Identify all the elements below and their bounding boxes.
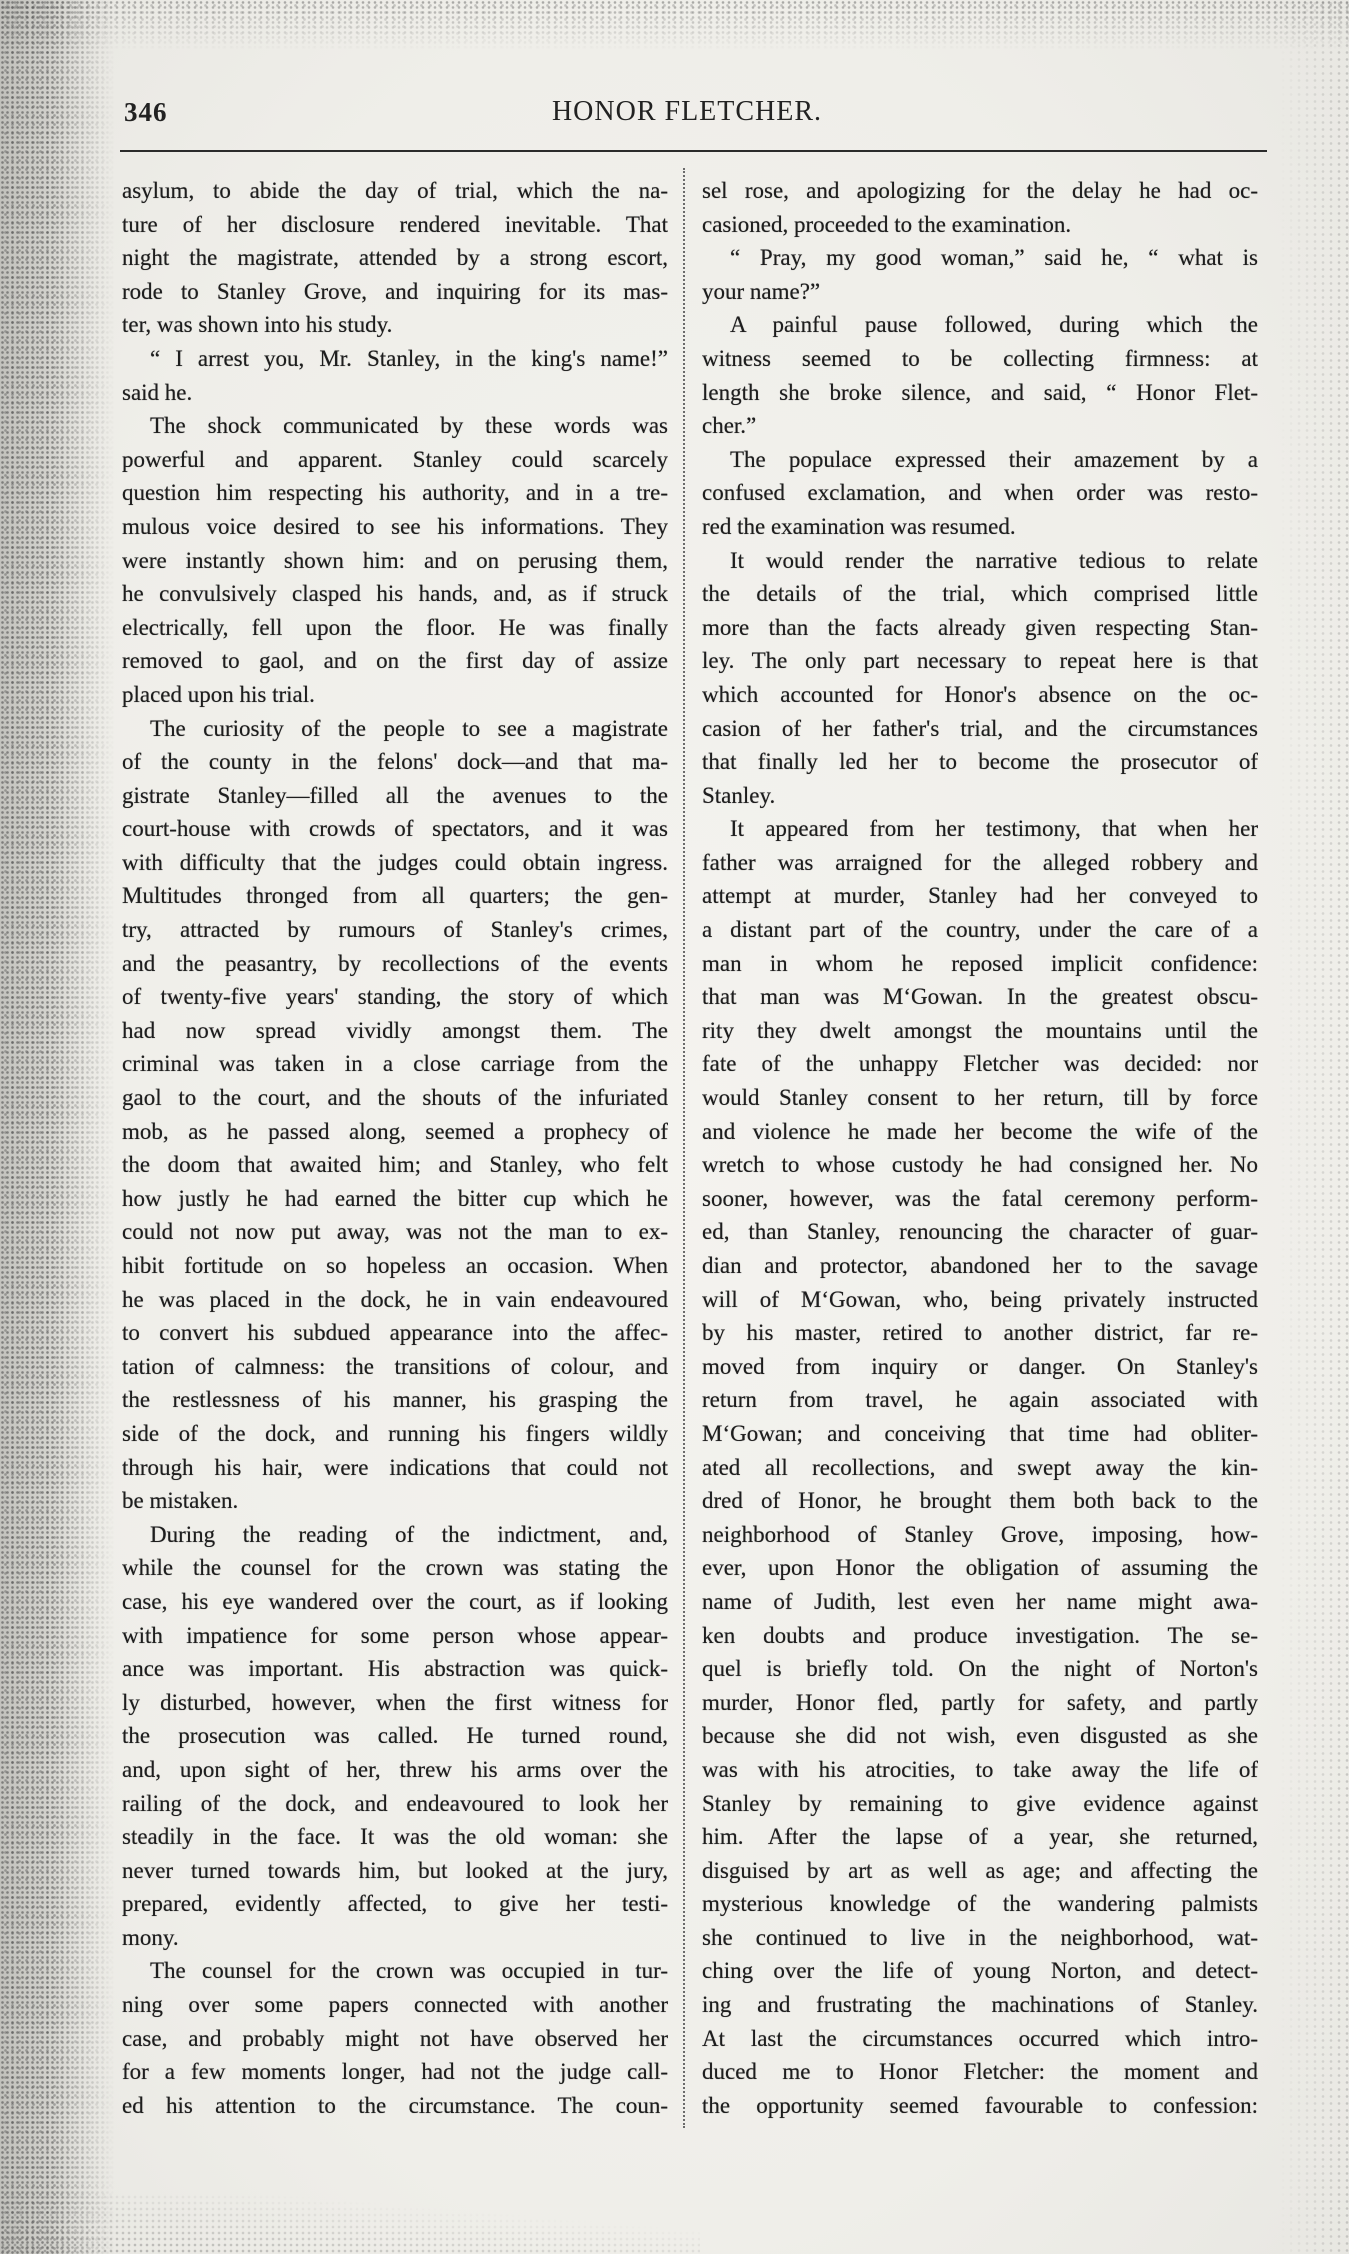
text-line: gistrate Stanley—filled all the avenues to the [122,782,668,808]
text-line: ley. The only part necessary to repeat here is that [702,648,1258,674]
text-line: The populace expressed their amazement by a [730,446,1258,472]
text-line: “ I arrest you, Mr. Stanley, in the king's name!” [150,345,668,371]
text-line: case, his eye wandered over the court, as if looking [122,1588,668,1614]
text-line: name of Judith, lest even her name might awa- [702,1588,1258,1614]
text-line: were instantly shown him: and on perusing them, [122,547,668,573]
text-line: The counsel for the crown was occupied in tur- [150,1958,668,1984]
text-line: of twenty-five years' standing, the story of which [122,984,668,1010]
text-line: ture of her disclosure rendered inevitable. That [122,211,668,237]
text-line: the prosecution was called. He turned round, [122,1723,668,1749]
text-line: sel rose, and apologizing for the delay he had oc- [702,178,1258,203]
text-line: that man was M‘Gowan. In the greatest obscu- [702,984,1258,1010]
text-line: said he. [122,379,193,405]
text-line: the opportunity seemed favourable to confession: [702,2092,1258,2118]
text-line: The shock communicated by these words was [150,413,668,439]
text-line: mob, as he passed along, seemed a prophecy of [122,1118,668,1144]
text-line: court-house with crowds of spectators, and it was [122,816,668,842]
text-line: case, and probably might not have observed her [122,2025,668,2051]
text-line: mysterious knowledge of the wandering palmists [702,1891,1258,1917]
paragraph [702,544,1258,813]
text-line: M‘Gowan; and conceiving that time had obliter- [702,1420,1258,1446]
text-line: be mistaken. [122,1488,239,1514]
text-line: ated all recollections, and swept away the kin- [702,1454,1258,1480]
text-line: which accounted for Honor's absence on the oc- [702,681,1258,707]
text-line: railing of the dock, and endeavoured to look her [122,1790,668,1816]
text-line: more than the facts already given respecting Stan- [702,614,1258,640]
text-line: mulous voice desired to see his informations. They [122,513,668,539]
text-line: night the magistrate, attended by a strong escort, [122,245,668,271]
text-line: attempt at murder, Stanley had her conveyed to [702,883,1258,909]
text-line: Stanley by remaining to give evidence against [702,1790,1258,1816]
text-line: never turned towards him, but looked at the jury, [122,1857,668,1883]
text-line: with difficulty that the judges could obtain ingress. [122,849,668,875]
text-line: casion of her father's trial, and the circumstances [702,715,1258,741]
text-line: powerful and apparent. Stanley could scarcely [122,446,668,472]
text-line: The curiosity of the people to see a magistrate [150,715,668,741]
text-line: how justly he had earned the bitter cup which he [122,1185,668,1211]
text-line: dred of Honor, he brought them both back to the [702,1488,1258,1514]
text-line: of the county in the felons' dock—and that ma- [122,749,668,775]
text-line: ning over some papers connected with another [122,1992,668,2018]
text-line: return from travel, he again associated with [702,1387,1258,1413]
text-line: he convulsively clasped his hands, and, as if struck [122,581,668,607]
text-line: side of the dock, and running his fingers wildly [122,1420,668,1446]
text-line: asylum, to abide the day of trial, which the na- [122,178,668,203]
text-line: prepared, evidently affected, to give her testi- [122,1891,668,1917]
paragraph [702,174,1258,241]
right-column [702,174,1258,2122]
text-line: tation of calmness: the transitions of colour, and [122,1353,668,1379]
scan-noise-bottom-edge [0,2194,700,2254]
text-line: A painful pause followed, during which the [730,312,1258,338]
text-line: confused exclamation, and when order was resto- [702,480,1258,506]
text-line: hibit fortitude on so hopeless an occasion. When [122,1253,668,1278]
text-line: to convert his subdued appearance into the affec- [122,1320,668,1346]
text-line: the details of the trial, which comprised little [702,581,1258,607]
text-line: by his master, retired to another district, far re- [702,1320,1258,1346]
text-line: ance was important. His abstraction was quick- [122,1656,668,1682]
text-line: the restlessness of his manner, his grasping the [122,1387,668,1413]
text-line: and violence he made her become the wife of the [702,1118,1258,1144]
text-line: ed, than Stanley, renouncing the character of guar- [702,1219,1258,1245]
text-line: sooner, however, was the fatal ceremony perform- [702,1185,1258,1211]
text-line: Stanley. [702,782,776,808]
text-line: gaol to the court, and the shouts of the infuriated [122,1085,668,1111]
text-line: placed upon his trial. [122,681,315,707]
text-line: removed to gaol, and on the first day of assize [122,648,668,674]
scan-noise-left-edge [0,0,115,2254]
text-line: will of M‘Gowan, who, being privately instructed [702,1286,1258,1312]
text-line: and the peasantry, by recollections of the events [122,950,668,976]
text-line: steadily in the face. It was the old woman: she [122,1824,668,1850]
paragraph [122,174,668,342]
paragraph [702,812,1258,2122]
text-line: It would render the narrative tedious to relate [730,547,1258,573]
text-line: ter, was shown into his study. [122,312,393,338]
text-line: Multitudes thronged from all quarters; the gen- [122,883,668,909]
paragraph [702,241,1258,308]
page-number: 346 [124,97,168,127]
text-line: for a few moments longer, had not the judge call- [122,2059,668,2085]
text-line: through his hair, were indications that could not [122,1454,668,1480]
scan-noise-top-edge [0,0,1349,50]
text-line: disguised by art as well as age; and affecting the [702,1857,1258,1883]
text-line: electrically, fell upon the floor. He was finally [122,614,668,640]
text-line: ching over the life of young Norton, and detect- [702,1958,1258,1984]
text-line: would Stanley consent to her return, till by force [702,1085,1258,1111]
text-line: man in whom he reposed implicit confidence: [702,950,1258,976]
text-line: witness seemed to be collecting firmness: at [702,345,1258,371]
column-divider [683,168,685,2128]
text-line: rity they dwelt amongst the mountains until the [702,1017,1258,1043]
text-line: red the examination was resumed. [702,513,1016,539]
text-line: the doom that awaited him; and Stanley, who felt [122,1152,668,1178]
text-line: criminal was taken in a close carriage from the [122,1051,668,1077]
text-line: dian and protector, abandoned her to the savage [702,1253,1258,1278]
text-line: because she did not wish, even disgusted as she [702,1723,1258,1749]
paragraph [122,342,668,409]
text-line: father was arraigned for the alleged robbery and [702,849,1258,875]
scan-noise-right-edge [1279,0,1349,2254]
text-line: neighborhood of Stanley Grove, imposing, how- [702,1521,1258,1547]
header-rule [120,150,1267,152]
text-line: duced me to Honor Fletcher: the moment and [702,2059,1258,2085]
paragraph [122,1954,668,2122]
text-line: question him respecting his authority, and in a tre- [122,480,668,506]
text-line: she continued to live in the neighborhood, wat- [702,1924,1258,1950]
text-line: ken doubts and produce investigation. The se- [702,1622,1258,1648]
text-line: him. After the lapse of a year, she returned, [702,1824,1258,1850]
paragraph [702,308,1258,442]
text-line: with impatience for some person whose appear- [122,1622,668,1648]
text-line: “ Pray, my good woman,” said he, “ what is [730,245,1258,271]
text-line: moved from inquiry or danger. On Stanley's [702,1353,1258,1379]
text-line: cher.” [702,413,757,439]
text-line: casioned, proceeded to the examination. [702,211,1072,237]
text-line: that finally led her to become the prosecutor of [702,749,1258,775]
text-line: fate of the unhappy Fletcher was decided: nor [702,1051,1258,1077]
text-line: rode to Stanley Grove, and inquiring for its mas- [122,278,668,304]
text-line: ly disturbed, however, when the first witness for [122,1689,668,1715]
text-line: and, upon sight of her, threw his arms over the [122,1756,668,1782]
text-line: while the counsel for the crown was stating the [122,1555,668,1581]
text-line: could not now put away, was not the man to ex- [122,1219,668,1245]
text-line: try, attracted by rumours of Stanley's crimes, [122,917,668,943]
text-line: your name?” [702,278,821,304]
paragraph [122,712,668,1518]
text-line: wretch to whose custody he had consigned her. No [702,1152,1258,1178]
text-line: ed his attention to the circumstance. The coun- [122,2092,668,2118]
text-line: ing and frustrating the machinations of Stanley. [702,1992,1258,2018]
text-line: length she broke silence, and said, “ Honor Flet- [702,379,1258,405]
text-line: ever, upon Honor the obligation of assuming the [702,1555,1258,1581]
text-line: At last the circumstances occurred which intro- [702,2025,1258,2051]
text-line: was with his atrocities, to take away the life of [702,1756,1258,1782]
paragraph [122,409,668,711]
left-column [122,174,668,2122]
text-line: mony. [122,1924,179,1950]
text-line: had now spread vividly amongst them. The [122,1017,668,1043]
text-line: a distant part of the country, under the care of a [702,917,1258,943]
text-line: During the reading of the indictment, and, [150,1521,668,1547]
text-line: he was placed in the dock, he in vain endeavoured [122,1286,668,1312]
paragraph [122,1518,668,1955]
running-title: HONOR FLETCHER. [551,96,823,127]
text-line: quel is briefly told. On the night of Norton's [702,1656,1258,1682]
text-line: It appeared from her testimony, that when her [730,816,1258,842]
paragraph [702,443,1258,544]
text-line: murder, Honor fled, partly for safety, and partly [702,1689,1258,1715]
